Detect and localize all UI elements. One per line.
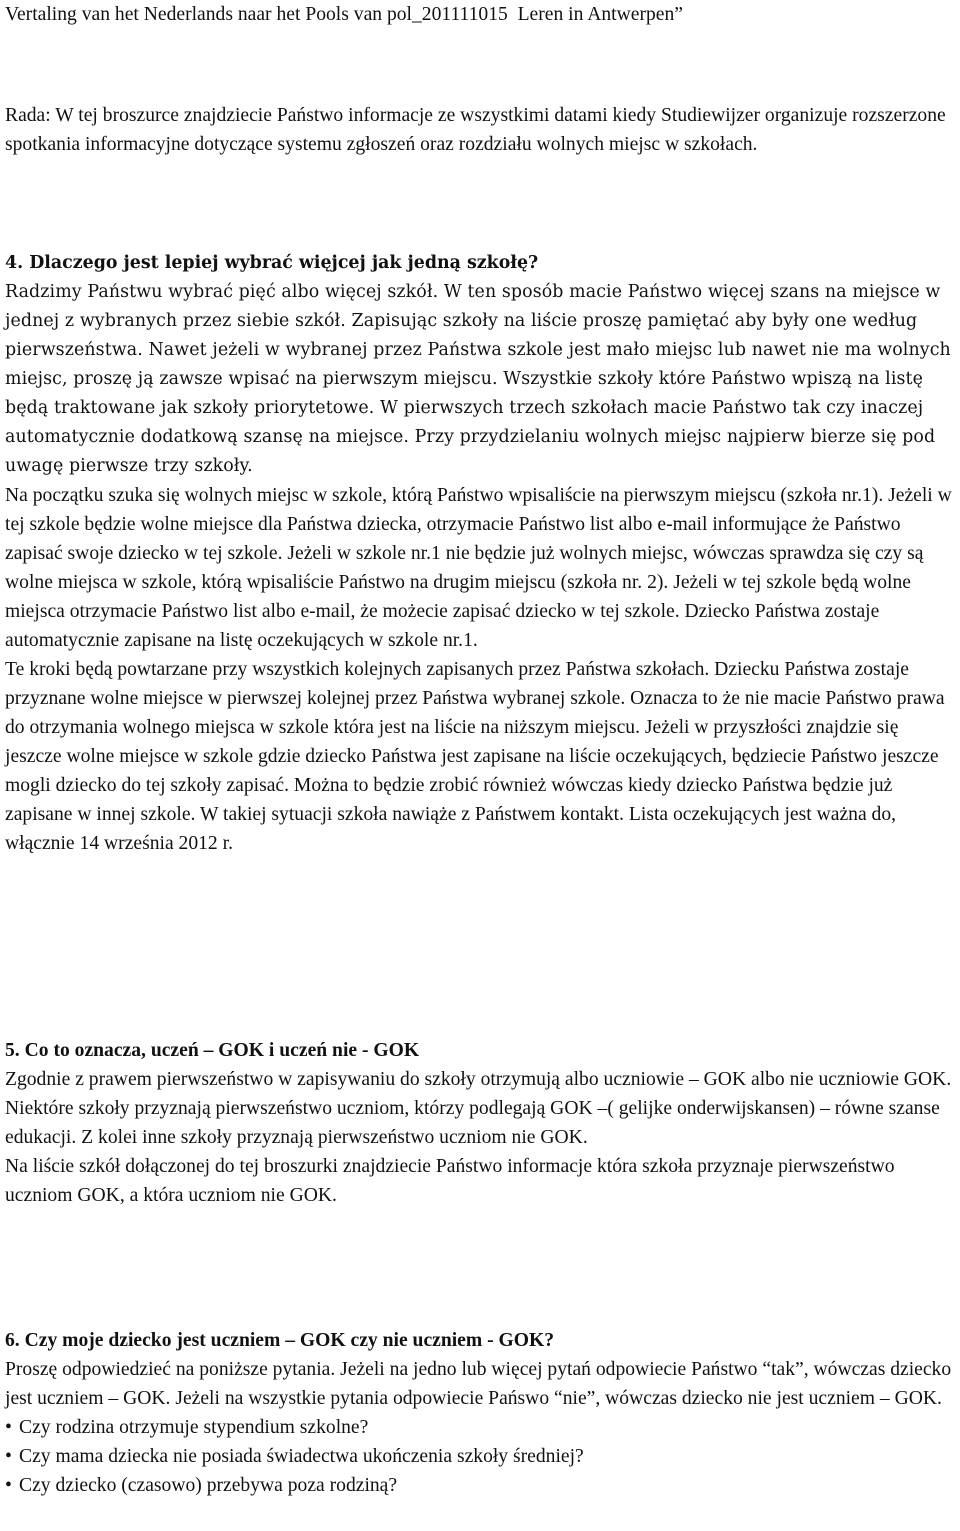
section-4 (5, 249, 956, 858)
section-4-p1-text: Radzimy Państwu wybrać pięć albo więcej szkół. W ten sposób macie Państwo więcej szans na miejsce w jednej z wybranych przez siebie szkół. Zapisując szkoły na liście proszę pamiętać aby były one według pierwszeństwa. Nawet jeżeli w wybranej przez Państwa szkole jest mało miejsc lub nawet nie ma wolnych miejsc, proszę ją zawsze wpisać na pierwszym miejscu. Wszystkie szkoły które Państwo wpiszą na listę będą traktowane jak szkoły priorytetowe. W pierwszych trzech szkołach macie Państwo tak czy inaczej automatycznie dodatkową szansę na miejsce. Przy przydzielaniu wolnych miejsc najpierw bierze się pod uwagę pierwsze trzy szkoły. (5, 282, 951, 476)
list-item (5, 1471, 956, 1500)
section-6 (5, 1326, 956, 1500)
question-text: Czy mama dziecka nie posiada świadectwa ukończenia szkoły średniej? (19, 1446, 584, 1467)
section-5-paragraph-1: Zgodnie z prawem pierwszeństwo w zapisywaniu do szkoły otrzymują albo uczniowie – GOK albo nie uczniowie GOK. Niektóre szkoły przyznają pierwszeństwo uczniom, którzy podlegają GOK –( gelijke onderwijskansen) – równe szanse edukacji. Z kolei inne szkoły przyznają pierwszeństwo uczniom nie GOK. (5, 1069, 952, 1148)
section-5-heading: 5. Co to oznacza, uczeń – GOK i uczeń nie - GOK (5, 1040, 420, 1061)
section-4-paragraph-2: Na początku szuka się wolnych miejsc w szkole, którą Państwo wpisaliście na pierwszym miejscu (szkoła nr.1). Jeżeli w tej szkole będzie wolne miejsce dla Państwa dziecka, otrzymacie Państwo list albo e-mail informujące że Państwo zapisać swoje dziecko w tej szkole. Jeżeli w szkole nr.1 nie będzie już wolnych miejsc, wówczas sprawdza się czy są wolne miejsca w szkole, którą wpisaliście Państwo na drugim miejscu (szkoła nr. 2). Jeżeli w tej szkole będą wolne miejsca otrzymacie Państwo list albo e-mail, że możecie zapisać dziecko w tej szkole. Dziecko Państwa zostaje automatycznie zapisane na listę oczekujących w szkole nr.1. (5, 485, 952, 651)
intro-paragraph: Rada: W tej broszurce znajdziecie Państwo informacje ze wszystkimi datami kiedy Studiewijzer organizuje rozszerzone spotkania informacyjne dotyczące systemu zgłoszeń oraz rozdziału wolnych miejsc w szkołach. (5, 105, 946, 155)
question-text: Czy dziecko (czasowo) przebywa poza rodziną? (19, 1475, 398, 1496)
section-6-paragraph-1: Proszę odpowiedzieć na poniższe pytania. Jeżeli na jedno lub więcej pytań odpowiecie Państwo “tak”, wówczas dziecko jest uczniem – GOK. Jeżeli na wszystkie pytania odpowiecie Pańswo “nie”, wówczas dziecko nie jest uczniem – GOK. (5, 1359, 952, 1409)
section-5-paragraph-2: Na liście szkół dołączonej do tej broszurki znajdziecie Państwo informacje która szkoła przyznaje pierwszeństwo uczniom GOK, a która uczniom nie GOK. (5, 1156, 895, 1206)
section-6-question-list (5, 1413, 956, 1500)
question-text: Czy rodzina otrzymuje stypendium szkolne? (19, 1417, 369, 1438)
bullet-icon: • (5, 1417, 12, 1438)
section-4-paragraph-3: Te kroki będą powtarzane przy wszystkich kolejnych zapisanych przez Państwa szkołach. Dziecku Państwa zostaje przyznane wolne miejsce w pierwszej kolejnej przez Państwa wybranej szkole. Oznacza to że nie macie Państwo prawa do otrzymania wolnego miejsca w szkole która jest na liście na niższym miejscu. Jeżeli w przyszłości znajdzie się jeszcze wolne miejsce w szkole gdzie dziecko Państwa jest zapisane na liście oczekujących, będziecie Państwo jeszcze mogli dziecko do tej szkoły zapisać. Można to będzie zrobić również wówczas kiedy dziecko Państwa będzie już zapisane w innej szkole. W takiej sytuacji szkoła nawiąże z Państwem kontakt. Lista oczekujących jest ważna do, włącznie 14 września 2012 r. (5, 659, 945, 854)
document-header: Vertaling van het Nederlands naar het Pools van pol_201111015 Leren in Antwerpen” (5, 4, 683, 25)
bullet-icon: • (5, 1475, 12, 1496)
section-4-paragraph-1 (5, 278, 956, 481)
section-6-heading: 6. Czy moje dziecko jest uczniem – GOK czy nie uczniem - GOK? (5, 1330, 555, 1351)
list-item (5, 1442, 956, 1471)
section-4-heading: 4. Dlaczego jest lepiej wybrać więjcej jak jedną szkołę? (5, 253, 539, 273)
section-5 (5, 1036, 956, 1210)
list-item (5, 1413, 956, 1442)
bullet-icon: • (5, 1446, 12, 1467)
